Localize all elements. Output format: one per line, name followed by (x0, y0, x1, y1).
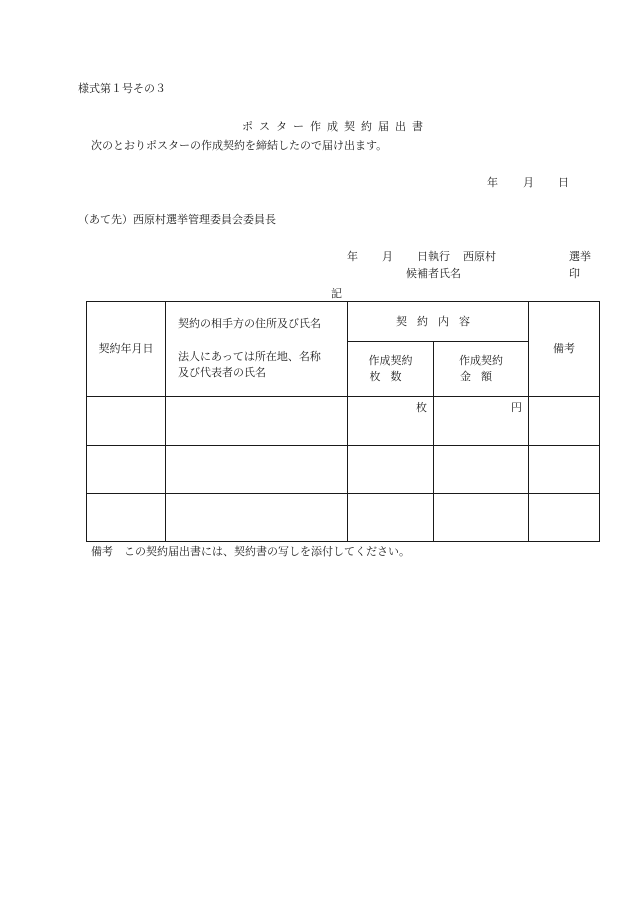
election-held-label: 日執行 (417, 250, 450, 263)
amount-line2: 金額 (460, 370, 502, 383)
date-day-label: 日 (558, 176, 569, 189)
election-month-label: 月 (382, 250, 393, 263)
candidate-name-label: 候補者氏名 (406, 267, 461, 280)
row1-count-cell[interactable]: 枚 (348, 397, 434, 446)
intro-text: 次のとおりポスターの作成契約を締結したので届け出ます。 (91, 139, 388, 152)
row2-party-cell[interactable] (166, 446, 348, 494)
contract-table (86, 301, 600, 542)
addressee: （あて先）西原村選挙管理委員会委員長 (78, 213, 276, 226)
table-row (87, 397, 600, 446)
ki-heading: 記 (331, 287, 342, 300)
row1-remarks-cell[interactable] (529, 397, 600, 446)
corp-note-line2: 及び代表者の氏名 (178, 366, 266, 380)
corp-note-line1: 法人にあっては所在地、名称 (178, 349, 321, 363)
footnote: 備考 この契約届出書には、契約書の写しを添付してください。 (91, 545, 410, 558)
row2-date-cell[interactable] (87, 446, 166, 494)
header-sheet-count (348, 342, 434, 397)
row1-date-cell[interactable] (87, 397, 166, 446)
date-year-label: 年 (487, 176, 498, 189)
date-month-label: 月 (523, 176, 534, 189)
election-year-label: 年 (347, 250, 358, 263)
row3-amount-cell[interactable] (434, 494, 529, 542)
party-name-label: 契約の相手方の住所及び氏名 (178, 317, 321, 331)
row3-date-cell[interactable] (87, 494, 166, 542)
seal-label: 印 (569, 267, 580, 280)
row2-count-cell[interactable] (348, 446, 434, 494)
row3-count-cell[interactable] (348, 494, 434, 542)
table-row (87, 494, 600, 542)
header-party (166, 302, 348, 397)
row3-remarks-cell[interactable] (529, 494, 600, 542)
header-amount (434, 342, 529, 397)
sheet-count-line2: 枚数 (369, 370, 412, 383)
header-contract-date: 契約年月日 (87, 302, 166, 397)
row3-party-cell[interactable] (166, 494, 348, 542)
row2-amount-cell[interactable] (434, 446, 529, 494)
election-village: 西原村 (463, 250, 496, 263)
election-label: 選挙 (569, 250, 591, 263)
page-title: ポスター作成契約届出書 (242, 120, 429, 133)
row2-remarks-cell[interactable] (529, 446, 600, 494)
amount-line1: 作成契約 (459, 354, 503, 368)
header-contract-content: 契約内容 (348, 302, 529, 342)
sheet-count-line1: 作成契約 (368, 354, 413, 368)
form-number: 様式第１号その３ (78, 82, 166, 95)
row1-party-cell[interactable] (166, 397, 348, 446)
table-row (87, 446, 600, 494)
header-remarks: 備考 (529, 302, 600, 397)
row1-amount-cell[interactable]: 円 (434, 397, 529, 446)
